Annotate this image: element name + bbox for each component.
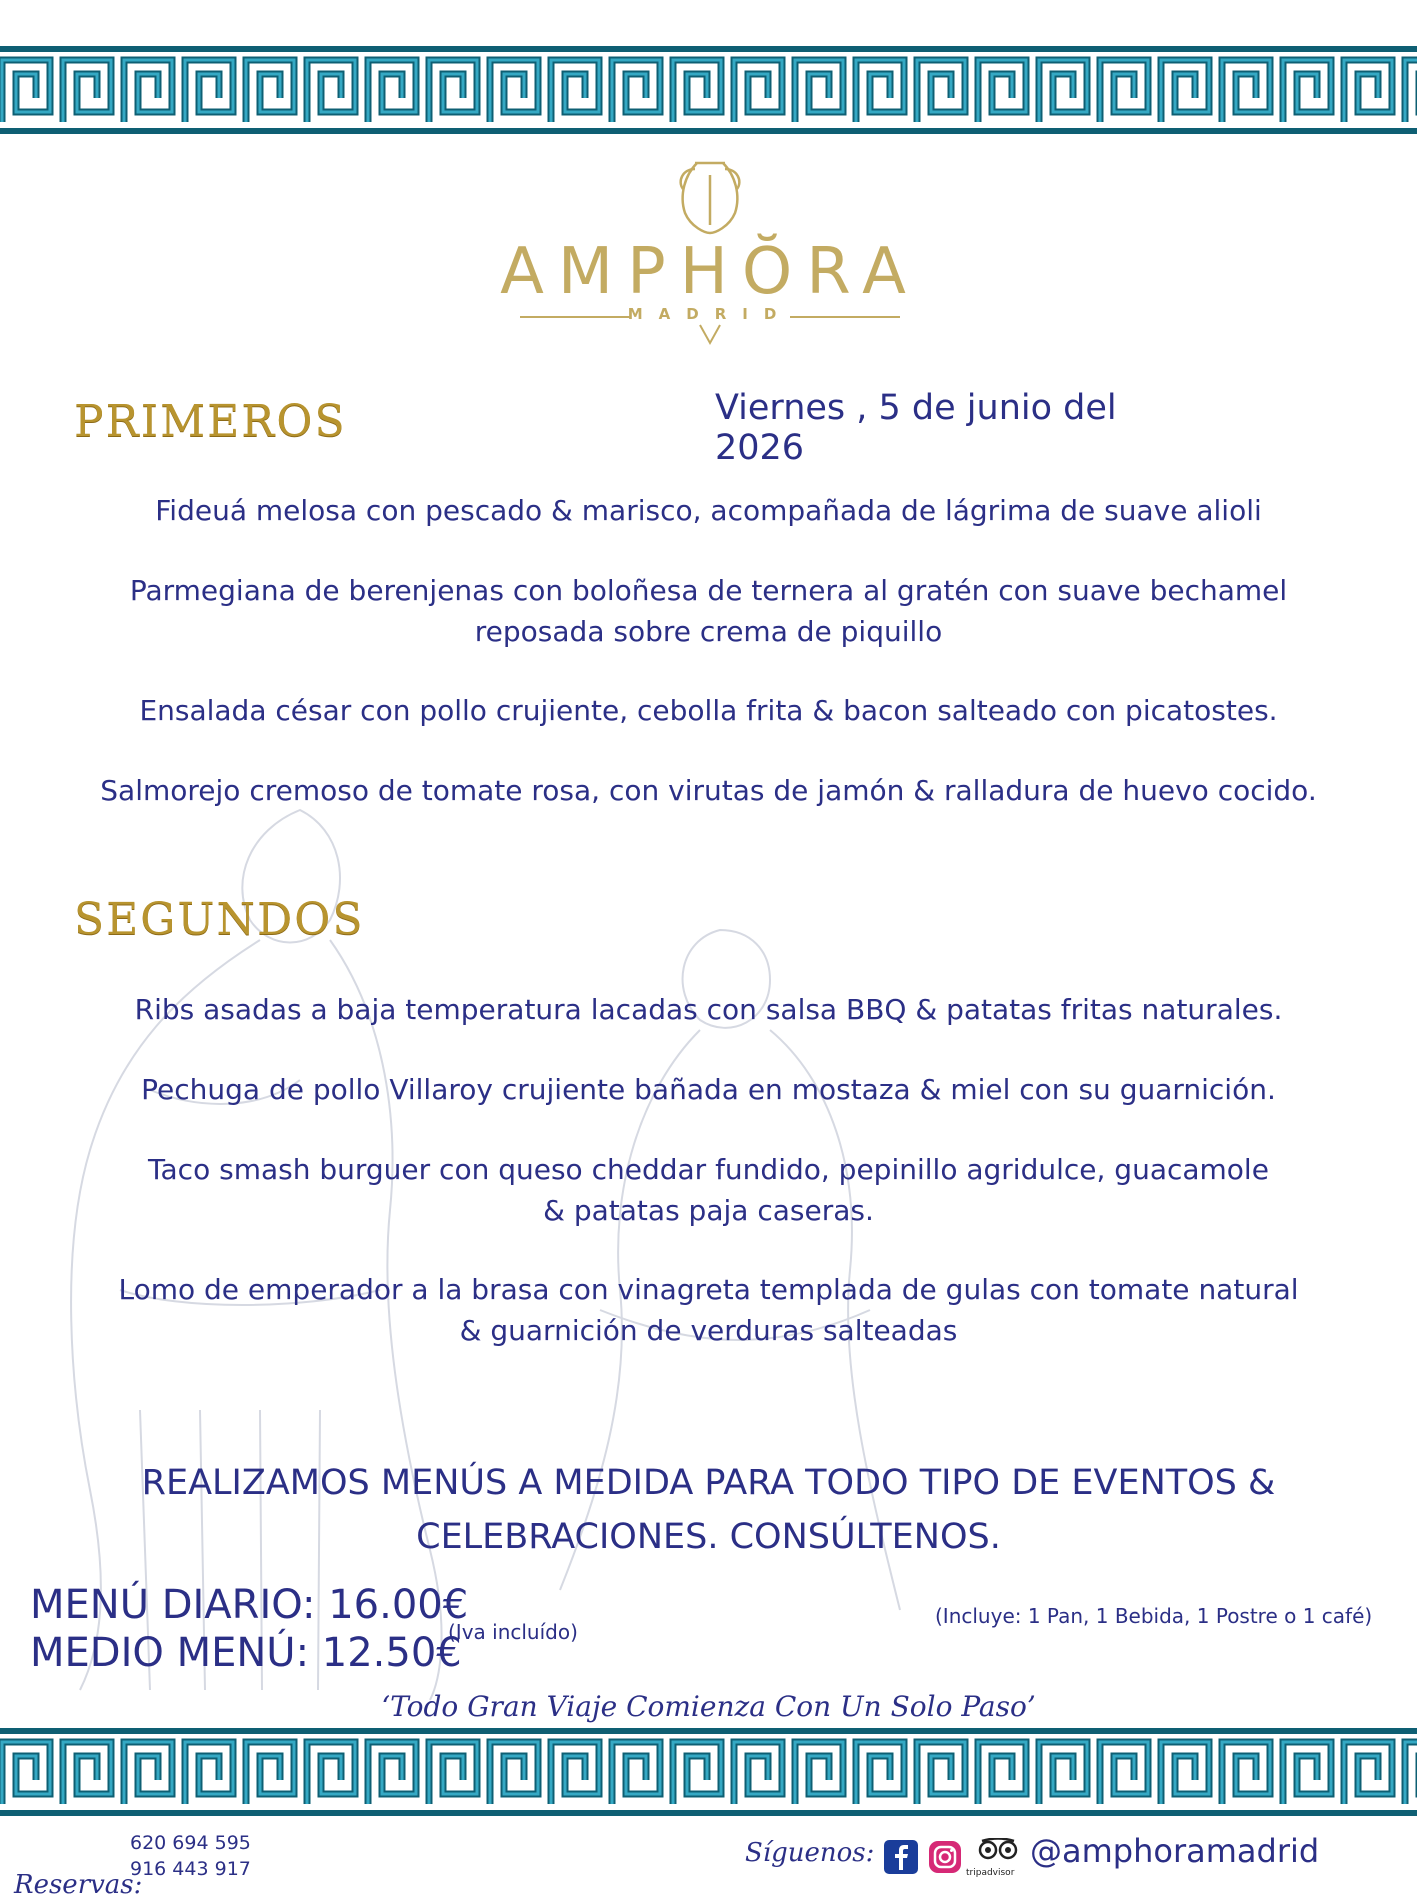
greek-key-highlight xyxy=(1100,1742,1148,1804)
greek-key-highlight xyxy=(551,1742,599,1804)
primeros-dish xyxy=(0,770,1417,811)
social-handle[interactable]: @amphoramadrid xyxy=(1030,1832,1320,1870)
greek-key-highlight xyxy=(124,1742,172,1804)
primeros-title: PRIMEROS xyxy=(74,396,347,447)
brand-logo xyxy=(500,155,920,345)
greek-key-highlight xyxy=(1161,60,1209,122)
greek-key-highlight xyxy=(490,1742,538,1804)
greek-key-highlight xyxy=(1222,1742,1270,1804)
primeros-dish xyxy=(0,490,1417,531)
greek-key-highlight xyxy=(246,60,294,122)
greek-key-highlight xyxy=(1283,60,1331,122)
greek-key-highlight xyxy=(978,1742,1026,1804)
dish-line: & patatas paja caseras. xyxy=(543,1194,874,1227)
segundos-dish xyxy=(0,989,1417,1030)
dish-line: Ribs asadas a baja temperatura lacadas con salsa BBQ & patatas fritas naturales. xyxy=(134,993,1283,1026)
dish-line: Taco smash burguer con queso cheddar fundido, pepinillo agridulce, guacamole xyxy=(148,1153,1269,1186)
greek-key-highlight xyxy=(734,60,782,122)
greek-key-highlight xyxy=(612,1742,660,1804)
greek-key-highlight xyxy=(429,60,477,122)
greek-key-highlight xyxy=(551,60,599,122)
promo-line: CELEBRACIONES. CONSÚLTENOS. xyxy=(416,1517,1001,1557)
segundos-dish xyxy=(0,1269,1417,1351)
greek-key-unit xyxy=(1405,60,1417,122)
greek-key-highlight xyxy=(1100,60,1148,122)
greek-key-highlight xyxy=(368,60,416,122)
greek-key-highlight xyxy=(2,60,50,122)
greek-key-highlight xyxy=(795,60,843,122)
greek-key-highlight xyxy=(673,1742,721,1804)
daily-menu-price: MENÚ DIARIO: 16.00€ xyxy=(30,1582,469,1628)
dish-line: reposada sobre crema de piquillo xyxy=(474,615,943,648)
reservas-label: Reservas: xyxy=(14,1870,143,1900)
vat-note: (Iva incluído) xyxy=(448,1620,578,1644)
greek-key-highlight xyxy=(612,60,660,122)
instagram-icon[interactable] xyxy=(928,1840,962,1874)
brand-name: AMPHŎRA xyxy=(500,235,920,309)
menu-date: Viernes , 5 de junio del 2026 xyxy=(715,388,1117,468)
bottom-greek-key-border xyxy=(0,1722,1417,1822)
primeros-dish xyxy=(0,570,1417,652)
greek-key-unit xyxy=(1405,1742,1417,1804)
amphora-icon xyxy=(665,155,755,235)
greek-key-highlight xyxy=(1283,1742,1331,1804)
motto: ‘Todo Gran Viaje Comienza Con Un Solo Paso’ xyxy=(381,1690,1036,1723)
segundos-dish xyxy=(0,1149,1417,1231)
greek-key-highlight xyxy=(1039,60,1087,122)
greek-key-highlight xyxy=(63,60,111,122)
greek-key-highlight xyxy=(917,1742,965,1804)
greek-key-highlight xyxy=(124,60,172,122)
phone-number[interactable]: 620 694 595 xyxy=(130,1832,251,1854)
greek-key-highlight xyxy=(185,60,233,122)
greek-key-highlight xyxy=(1344,60,1392,122)
greek-key-highlight xyxy=(185,1742,233,1804)
segundos-title: SEGUNDOS xyxy=(74,894,365,945)
greek-key-highlight xyxy=(429,1742,477,1804)
follow-label: Síguenos: xyxy=(745,1838,875,1868)
dish-line: Salmorejo cremoso de tomate rosa, con virutas de jamón & ralladura de huevo cocido. xyxy=(100,774,1317,807)
segundos-dish xyxy=(0,1069,1417,1110)
greek-key-highlight xyxy=(368,1742,416,1804)
greek-key-highlight xyxy=(1161,1742,1209,1804)
greek-key-highlight xyxy=(1222,60,1270,122)
greek-key-highlight xyxy=(795,1742,843,1804)
phone-number[interactable]: 916 443 917 xyxy=(130,1858,251,1880)
greek-key-highlight xyxy=(978,60,1026,122)
promo-line: REALIZAMOS MENÚS A MEDIDA PARA TODO TIPO DE EVENTOS & xyxy=(141,1463,1276,1503)
greek-key-highlight xyxy=(673,60,721,122)
primeros-dish xyxy=(0,690,1417,731)
greek-key-highlight xyxy=(307,60,355,122)
brand-city: MADRID xyxy=(627,305,793,323)
greek-key-highlight xyxy=(734,1742,782,1804)
greek-key-highlight xyxy=(63,1742,111,1804)
greek-key-highlight xyxy=(1039,1742,1087,1804)
includes-note: (Incluye: 1 Pan, 1 Bebida, 1 Postre o 1 café) xyxy=(935,1604,1373,1628)
dish-line: Parmegiana de berenjenas con boloñesa de ternera al gratén con suave bechamel xyxy=(129,574,1288,607)
dish-line: Ensalada césar con pollo crujiente, cebolla frita & bacon salteado con picatostes. xyxy=(139,694,1278,727)
greek-key-highlight xyxy=(917,60,965,122)
dish-line: Fideuá melosa con pescado & marisco, acompañada de lágrima de suave alioli xyxy=(155,494,1262,527)
dish-line: Pechuga de pollo Villaroy crujiente bañada en mostaza & miel con su guarnición. xyxy=(141,1073,1276,1106)
tripadvisor-label: tripadvisor xyxy=(966,1868,1015,1878)
facebook-icon[interactable] xyxy=(884,1840,918,1874)
greek-key-highlight xyxy=(307,1742,355,1804)
greek-key-highlight xyxy=(856,1742,904,1804)
dish-line: & guarnición de verduras salteadas xyxy=(459,1314,958,1347)
top-greek-key-border xyxy=(0,40,1417,140)
greek-key-highlight xyxy=(246,1742,294,1804)
greek-key-highlight xyxy=(2,1742,50,1804)
events-promo xyxy=(0,1456,1417,1564)
tripadvisor-icon[interactable] xyxy=(972,1838,1024,1868)
greek-key-highlight xyxy=(490,60,538,122)
dish-line: Lomo de emperador a la brasa con vinagreta templada de gulas con tomate natural xyxy=(118,1273,1299,1306)
greek-key-highlight xyxy=(1344,1742,1392,1804)
half-menu-price: MEDIO MENÚ: 12.50€ xyxy=(30,1630,462,1676)
greek-key-highlight xyxy=(856,60,904,122)
